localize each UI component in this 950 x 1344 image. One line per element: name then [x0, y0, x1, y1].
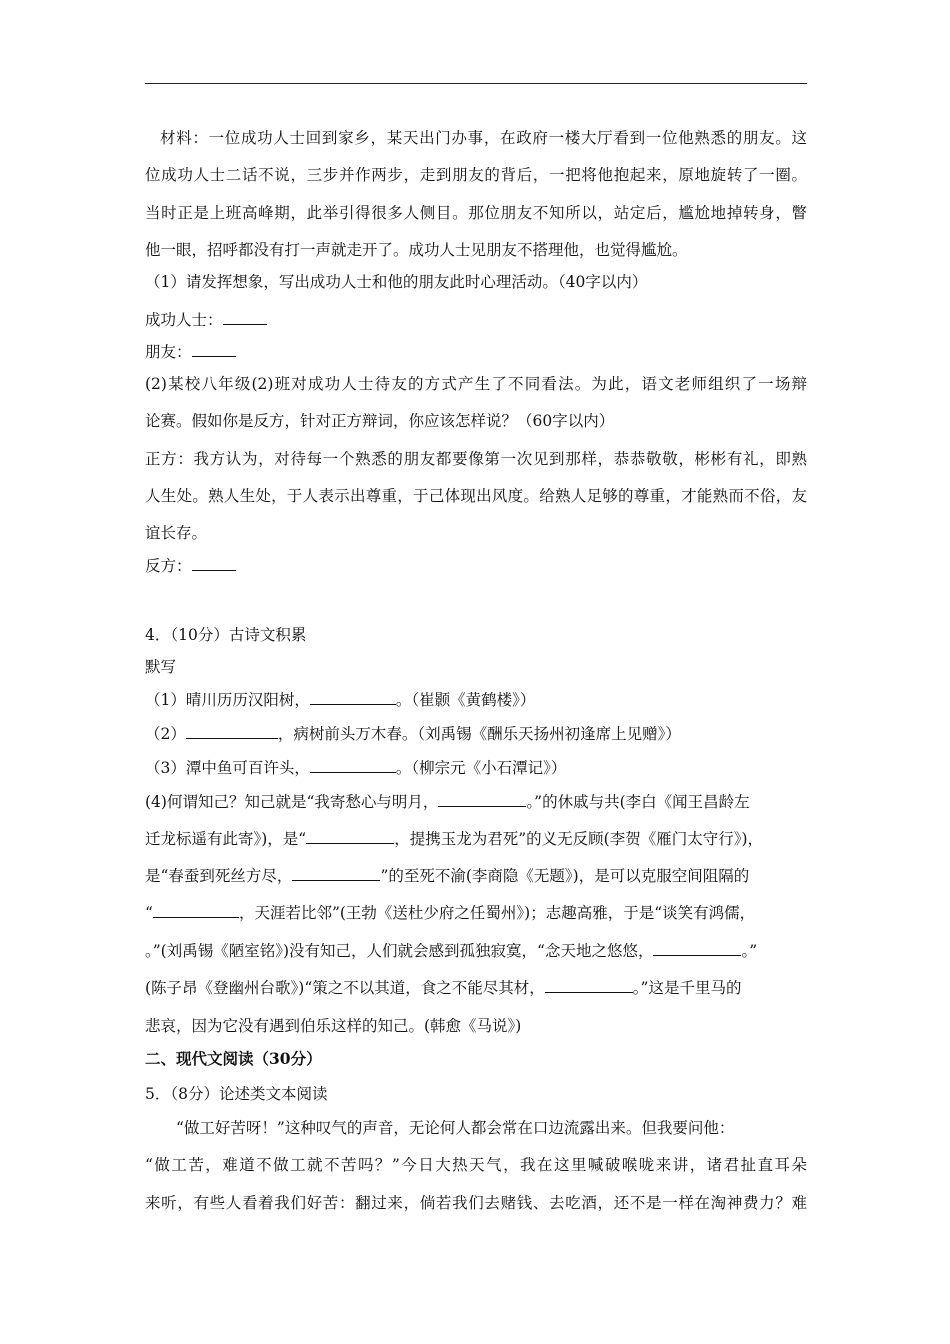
recite-item-4-line — [145, 829, 763, 849]
material-line: 材料：一位成功人士回到家乡，某天出门办事，在政府一楼大厅看到一位他熟悉的朋友。这 — [160, 129, 807, 147]
answer-blank[interactable] — [223, 310, 267, 325]
answer-blank[interactable] — [186, 724, 278, 739]
material-line: 他一眼，招呼都没有打一声就走开了。成功人士见朋友不搭理他，也觉得尴尬。 — [145, 241, 688, 259]
answer-blank[interactable] — [306, 829, 394, 844]
pro-side-line: 人生处。熟人生处，于人表示出尊重，于己体现出风度。给熟人足够的尊重，才能熟而不俗，友 — [145, 487, 807, 505]
material-line: 位成功人士二话不说，三步并作两步，走到朋友的背后，一把将他抱起来，原地旋转了一圈。 — [145, 166, 807, 184]
answer-label: 反方： — [145, 557, 192, 575]
item-text: 。（崔颢《黄鹤楼》） — [395, 691, 536, 709]
item-text: （1）晴川历历汉阳树， — [145, 691, 310, 709]
question-1-prompt: （1）请发挥想象，写出成功人士和他的朋友此时心理活动。（40字以内） — [145, 273, 648, 291]
answer-blank[interactable] — [653, 941, 741, 956]
question-4-sub: 默写 — [145, 658, 177, 676]
item-text: 是“春蚕到死丝方尽， — [145, 867, 293, 885]
answer-line-success-person — [145, 310, 267, 330]
answer-blank[interactable] — [438, 792, 526, 807]
answer-line-con-side — [145, 556, 236, 576]
answer-blank[interactable] — [153, 903, 239, 918]
recite-item-4-line — [145, 903, 755, 923]
answer-blank[interactable] — [192, 556, 236, 571]
recite-item-4-line — [145, 941, 757, 961]
recite-item-4-line — [145, 978, 741, 998]
item-text: 迁龙标遥有此寄》)，是“ — [145, 830, 307, 848]
item-text: 。”(刘禹锡《陋室铭》)没有知己，人们就会感到孤独寂寞，“念天地之悠悠， — [145, 942, 654, 960]
item-text: 。” — [741, 942, 758, 960]
item-text: “ — [145, 904, 153, 922]
passage-line: “做工好苦呀！”这种叹气的声音，无论何人都会常在口边流露出来。但我要问他： — [176, 1119, 735, 1137]
header-rule — [145, 83, 807, 84]
question-4-heading: 4．（10分）古诗文积累 — [145, 626, 307, 644]
answer-blank[interactable] — [310, 690, 396, 705]
item-text: ”的至死不渝(李商隐《无题》)，是可以克服空间阻隔的 — [380, 867, 750, 885]
item-text: （3）潭中鱼可百许头， — [145, 759, 310, 777]
recite-item-4-line — [145, 866, 749, 886]
pro-side-line: 正方：我方认为，对待每一个熟悉的朋友都要像第一次见到那样，恭恭敬敬，彬彬有礼，即熟 — [145, 450, 807, 468]
recite-item-3 — [145, 758, 566, 778]
answer-label: 成功人士： — [145, 311, 223, 329]
answer-blank[interactable] — [545, 978, 633, 993]
item-text: 。”这是千里马的 — [632, 979, 742, 997]
question-5-heading: 5．（8分）论述类文本阅读 — [145, 1085, 328, 1103]
recite-item-1 — [145, 690, 535, 710]
item-text: ，病树前头万木春。（刘禹锡《酬乐天扬州初逢席上见赠》） — [277, 725, 681, 743]
recite-item-4-line — [145, 792, 750, 812]
answer-blank[interactable] — [292, 866, 380, 881]
passage-line: 来听，有些人看着我们好苦：翻过来，倘若我们去赌钱、去吃酒，还不是一样在淘神费力？难 — [145, 1194, 807, 1212]
recite-item-2 — [145, 724, 681, 744]
recite-item-4-line: 悲哀，因为它没有遇到伯乐这样的知己。(韩愈《马说》) — [145, 1017, 522, 1035]
material-line: 当时正是上班高峰期，此举引得很多人侧目。那位朋友不知所以，站定后，尴尬地掉转身，瞥 — [145, 204, 807, 222]
question-2-line: 论赛。假如你是反方，针对正方辩词，你应该怎样说？（60字以内） — [145, 412, 615, 430]
answer-blank[interactable] — [192, 342, 236, 357]
item-text: ，天涯若比邻”(王勃《送杜少府之任蜀州》)；志趣高雅，于是“谈笑有鸿儒， — [238, 904, 756, 922]
pro-side-line: 谊长存。 — [145, 524, 208, 542]
item-text: (4)何谓知己？知己就是“我寄愁心与明月， — [145, 793, 439, 811]
section-title: 二、现代文阅读（30分） — [145, 1049, 322, 1068]
question-2-line: (2)某校八年级(2)班对成功人士待友的方式产生了不同看法。为此，语文老师组织了一场辩 — [145, 375, 807, 393]
item-text: (陈子昂《登幽州台歌》)“策之不以其道，食之不能尽其材， — [145, 979, 545, 997]
answer-label: 朋友： — [145, 343, 192, 361]
item-text: 。（柳宗元《小石潭记》） — [395, 759, 567, 777]
answer-blank[interactable] — [310, 758, 396, 773]
item-text: 。”的休戚与共(李白《闻王昌龄左 — [526, 793, 750, 811]
item-text: ，提携玉龙为君死”的义无反顾(李贺《雁门太守行》)， — [394, 830, 764, 848]
item-text: （2） — [145, 725, 186, 743]
answer-line-friend — [145, 342, 236, 362]
passage-line: “做工苦，难道不做工就不苦吗？”今日大热天气，我在这里喊破喉咙来讲，诸君扯直耳朵 — [145, 1156, 807, 1174]
